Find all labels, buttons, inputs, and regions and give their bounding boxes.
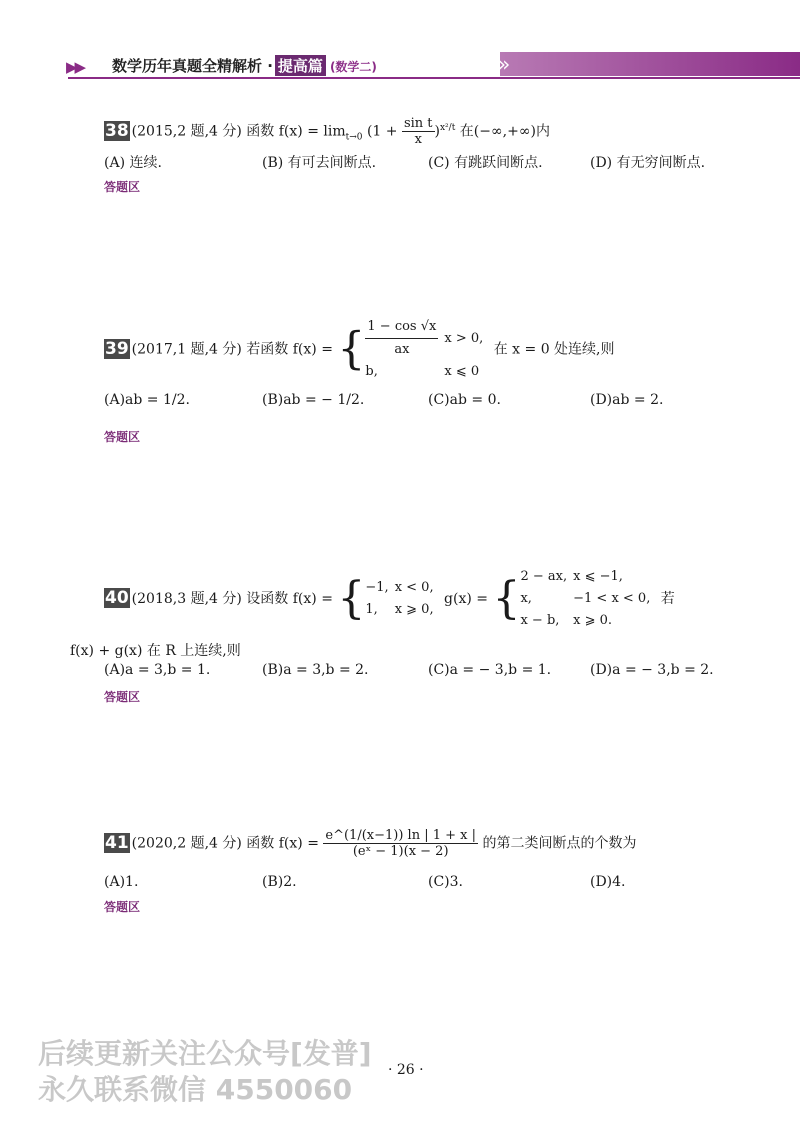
left-brace: { xyxy=(337,323,366,375)
option-c[interactable]: (C)a = − 3,b = 1. xyxy=(428,662,552,678)
case-value: x, xyxy=(520,591,532,606)
play-arrows-icon: ▶▶ xyxy=(66,58,84,76)
answer-area-label: 答题区 xyxy=(104,900,141,914)
answer-area-label: 答题区 xyxy=(104,430,141,444)
question-meta: (2018,3 题,4 分) xyxy=(131,591,242,607)
stem-prefix: 若函数 f(x) = xyxy=(246,341,333,358)
case-condition: x ⩽ −1, xyxy=(573,569,623,584)
question-40-stem-line2: f(x) + g(x) 在 R 上连续,则 xyxy=(70,643,241,659)
case-condition: x ⩾ 0, xyxy=(394,602,434,617)
option-d[interactable]: (D)ab = 2. xyxy=(590,392,664,408)
left-brace: { xyxy=(337,573,366,624)
case-condition: x > 0, xyxy=(444,330,484,346)
option-a[interactable]: (A) 连续. xyxy=(104,155,162,171)
stem-prefix: 函数 f(x) = lim xyxy=(246,123,346,140)
case-value: b, xyxy=(365,364,378,379)
fraction xyxy=(365,316,438,361)
header-bar xyxy=(500,52,800,76)
option-c[interactable]: (C) 有跳跃间断点. xyxy=(428,155,543,171)
question-number: 38 xyxy=(105,120,129,141)
limit-sub: t→0 xyxy=(345,132,363,143)
option-d[interactable]: (D) 有无穷间断点. xyxy=(590,155,706,171)
stem-suffix: 的第二类间断点的个数为 xyxy=(482,835,637,852)
book-edition: (数学二) xyxy=(329,60,377,74)
option-a[interactable]: (A)1. xyxy=(104,874,139,890)
option-d[interactable]: (D)a = − 3,b = 2. xyxy=(590,662,714,678)
fraction-denominator: x xyxy=(414,132,422,147)
book-subtitle: 提高篇 xyxy=(275,55,326,76)
g-label: g(x) = xyxy=(444,591,489,607)
question-meta: (2020,2 题,4 分) xyxy=(131,835,242,852)
answer-area-label: 答题区 xyxy=(104,180,141,194)
stem-close: ) xyxy=(434,123,440,140)
stem-suffix: 若 xyxy=(660,591,675,607)
question-40-stem xyxy=(104,566,675,632)
question-meta: (2015,2 题,4 分) xyxy=(131,123,242,140)
question-41-stem xyxy=(104,828,636,859)
option-c[interactable]: (C)ab = 0. xyxy=(428,392,501,408)
piecewise-cases xyxy=(365,316,489,383)
case-condition: x < 0, xyxy=(394,580,434,595)
fraction-numerator: 1 − cos √x xyxy=(365,316,438,339)
question-39-stem xyxy=(104,316,615,383)
option-b[interactable]: (B)2. xyxy=(262,874,297,890)
stem-suffix: 在 x = 0 处连续,则 xyxy=(493,341,615,358)
left-brace: { xyxy=(492,573,521,624)
option-b[interactable]: (B) 有可去间断点. xyxy=(262,155,377,171)
question-number: 41 xyxy=(105,832,129,853)
fraction-numerator: sin t xyxy=(403,116,433,131)
option-b[interactable]: (B)a = 3,b = 2. xyxy=(262,662,369,678)
question-number: 40 xyxy=(105,588,129,608)
option-c[interactable]: (C)3. xyxy=(428,874,463,890)
option-a[interactable]: (A)ab = 1/2. xyxy=(104,392,190,408)
case-condition: x ⩽ 0 xyxy=(444,364,480,379)
question-number: 39 xyxy=(105,338,129,359)
exponent: x²/t xyxy=(439,122,456,133)
answer-area-label: 答题区 xyxy=(104,690,141,704)
watermark-line-1: 后续更新关注公众号[发普] xyxy=(38,1037,372,1070)
header-title xyxy=(112,55,377,76)
fraction xyxy=(323,828,478,859)
g-cases xyxy=(520,566,656,632)
question-38-stem xyxy=(104,116,550,147)
page-number: · 26 · xyxy=(388,1062,424,1078)
case-value: 2 − ax, xyxy=(520,569,568,584)
f-cases xyxy=(365,577,439,621)
book-title: 数学历年真题全精解析 · xyxy=(112,57,273,75)
stem-suffix: 在(−∞,+∞)内 xyxy=(459,123,550,140)
option-b[interactable]: (B)ab = − 1/2. xyxy=(262,392,365,408)
stem-prefix: 函数 f(x) = xyxy=(246,835,319,852)
chevron-icon: » xyxy=(498,52,511,76)
fraction xyxy=(402,116,435,147)
option-a[interactable]: (A)a = 3,b = 1. xyxy=(104,662,211,678)
watermark xyxy=(38,1036,372,1108)
stem-prefix: 设函数 f(x) = xyxy=(246,591,333,607)
watermark-line-2: 永久联系微信 4550060 xyxy=(38,1073,353,1106)
header-rule xyxy=(68,77,800,79)
case-condition: x ⩾ 0. xyxy=(573,613,613,628)
case-value: 1, xyxy=(365,602,378,617)
fraction-numerator: e^(1/(x−1)) ln | 1 + x | xyxy=(325,828,476,843)
case-value: x − b, xyxy=(520,613,560,628)
stem-mid: (1 + xyxy=(366,123,402,140)
fraction-denominator: ax xyxy=(394,342,410,357)
question-meta: (2017,1 题,4 分) xyxy=(131,341,242,358)
option-d[interactable]: (D)4. xyxy=(590,874,626,890)
fraction-denominator: (eˣ − 1)(x − 2) xyxy=(352,844,449,859)
case-condition: −1 < x < 0, xyxy=(573,591,651,606)
case-value: −1, xyxy=(365,580,389,595)
